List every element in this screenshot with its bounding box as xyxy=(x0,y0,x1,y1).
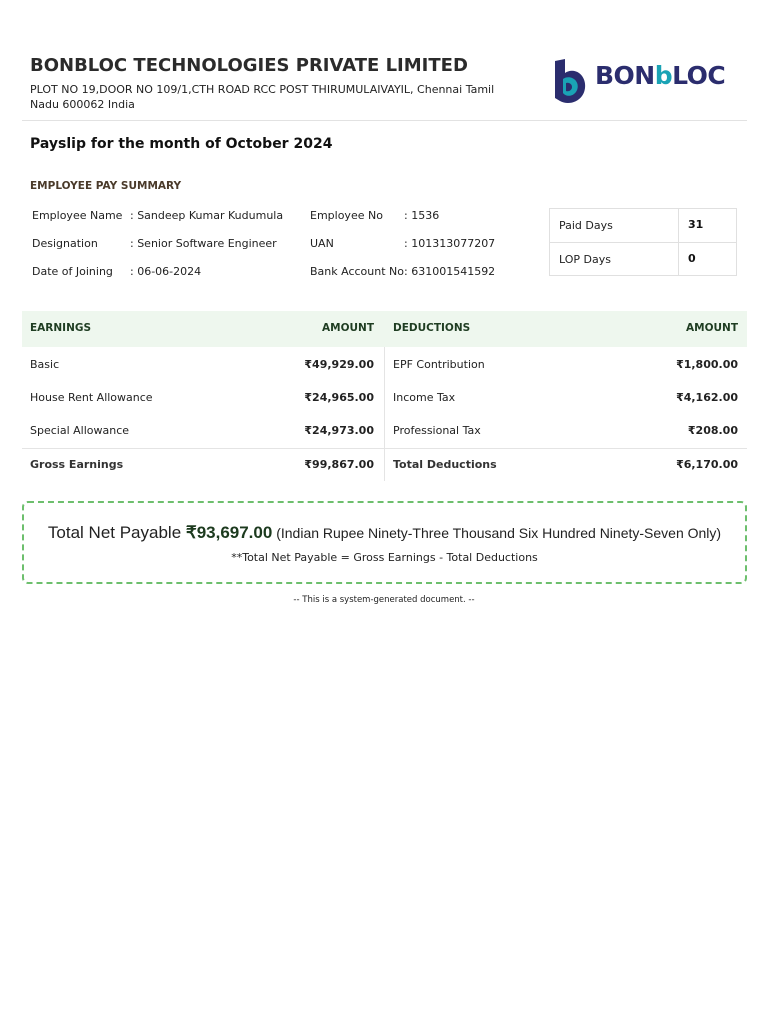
totals-divider xyxy=(22,448,747,449)
paid-days-row xyxy=(550,209,736,243)
total-deductions-label: Total Deductions xyxy=(393,458,497,471)
deduction-amount-epf: ₹1,800.00 xyxy=(676,358,738,371)
company-address: PLOT NO 19,DOOR NO 109/1,CTH ROAD RCC POST THIRUMULAIVAYIL, Chennai Tamil Nadu 600062 India xyxy=(30,83,495,111)
deduction-label-professional-tax: Professional Tax xyxy=(393,424,481,437)
gross-earnings-label: Gross Earnings xyxy=(30,458,124,471)
deduction-label-epf: EPF Contribution xyxy=(393,358,485,371)
table-header-row xyxy=(22,311,747,347)
header-divider xyxy=(22,120,747,121)
lop-days-value: 0 xyxy=(688,252,696,265)
gross-earnings-amount: ₹99,867.00 xyxy=(304,458,374,471)
logo-text-suffix: LOC xyxy=(672,61,726,90)
earnings-amount-header: AMOUNT xyxy=(322,322,374,334)
net-payable-in-words: (Indian Rupee Ninety-Three Thousand Six Hundred Ninety-Seven Only) xyxy=(272,525,722,541)
employee-no-value: : 1536 xyxy=(404,209,440,222)
net-payable-formula: **Total Net Payable = Gross Earnings - Total Deductions xyxy=(231,551,538,564)
earning-amount-hra: ₹24,965.00 xyxy=(304,391,374,404)
employee-pay-summary-heading: EMPLOYEE PAY SUMMARY xyxy=(30,180,182,192)
earning-label-special-allowance: Special Allowance xyxy=(30,424,130,437)
net-payable-box xyxy=(22,501,747,584)
uan-value: : 101313077207 xyxy=(404,237,496,250)
company-name: BONBLOC TECHNOLOGIES PRIVATE LIMITED xyxy=(30,55,468,76)
earning-label-hra: House Rent Allowance xyxy=(30,391,153,404)
deductions-amount-header: AMOUNT xyxy=(686,322,738,334)
bank-account-value: : 631001541592 xyxy=(404,265,496,278)
total-deductions-amount: ₹6,170.00 xyxy=(676,458,738,471)
employee-no-label: Employee No xyxy=(310,209,383,222)
earning-label-basic: Basic xyxy=(30,358,60,371)
deductions-header: DEDUCTIONS xyxy=(393,322,471,334)
deduction-amount-income-tax: ₹4,162.00 xyxy=(676,391,738,404)
logo-text-prefix: BON xyxy=(595,61,655,90)
net-payable-line xyxy=(24,523,745,543)
date-of-joining-label: Date of Joining xyxy=(32,265,113,278)
deduction-label-income-tax: Income Tax xyxy=(393,391,456,404)
date-of-joining-value: : 06-06-2024 xyxy=(130,265,202,278)
net-payable-amount: ₹93,697.00 xyxy=(185,523,273,542)
employee-name-value: : Sandeep Kumar Kudumula xyxy=(130,209,284,222)
earnings-header: EARNINGS xyxy=(30,322,92,334)
system-generated-note: -- This is a system-generated document. -- xyxy=(293,595,475,605)
net-payable-label: Total Net Payable xyxy=(47,523,186,542)
employee-name-label: Employee Name xyxy=(32,209,123,222)
paid-days-label: Paid Days xyxy=(559,219,613,232)
paid-days-value: 31 xyxy=(688,218,704,231)
lop-days-label: LOP Days xyxy=(559,253,611,266)
payslip-title: Payslip for the month of October 2024 xyxy=(30,136,333,152)
designation-value: : Senior Software Engineer xyxy=(130,237,277,250)
company-logo xyxy=(551,57,731,107)
bonbloc-b-logo-icon xyxy=(551,57,591,107)
deduction-amount-professional-tax: ₹208.00 xyxy=(687,424,738,437)
earnings-deductions-table xyxy=(22,311,747,481)
table-column-divider xyxy=(384,347,385,481)
uan-label: UAN xyxy=(310,237,334,250)
bank-account-label: Bank Account No xyxy=(310,265,404,278)
attendance-days-box xyxy=(549,208,737,276)
earning-amount-special-allowance: ₹24,973.00 xyxy=(304,424,374,437)
lop-days-row xyxy=(550,242,736,277)
designation-label: Designation xyxy=(32,237,98,250)
logo-text-accent: b xyxy=(654,61,673,90)
logo-wordmark xyxy=(595,61,725,90)
earning-amount-basic: ₹49,929.00 xyxy=(304,358,374,371)
